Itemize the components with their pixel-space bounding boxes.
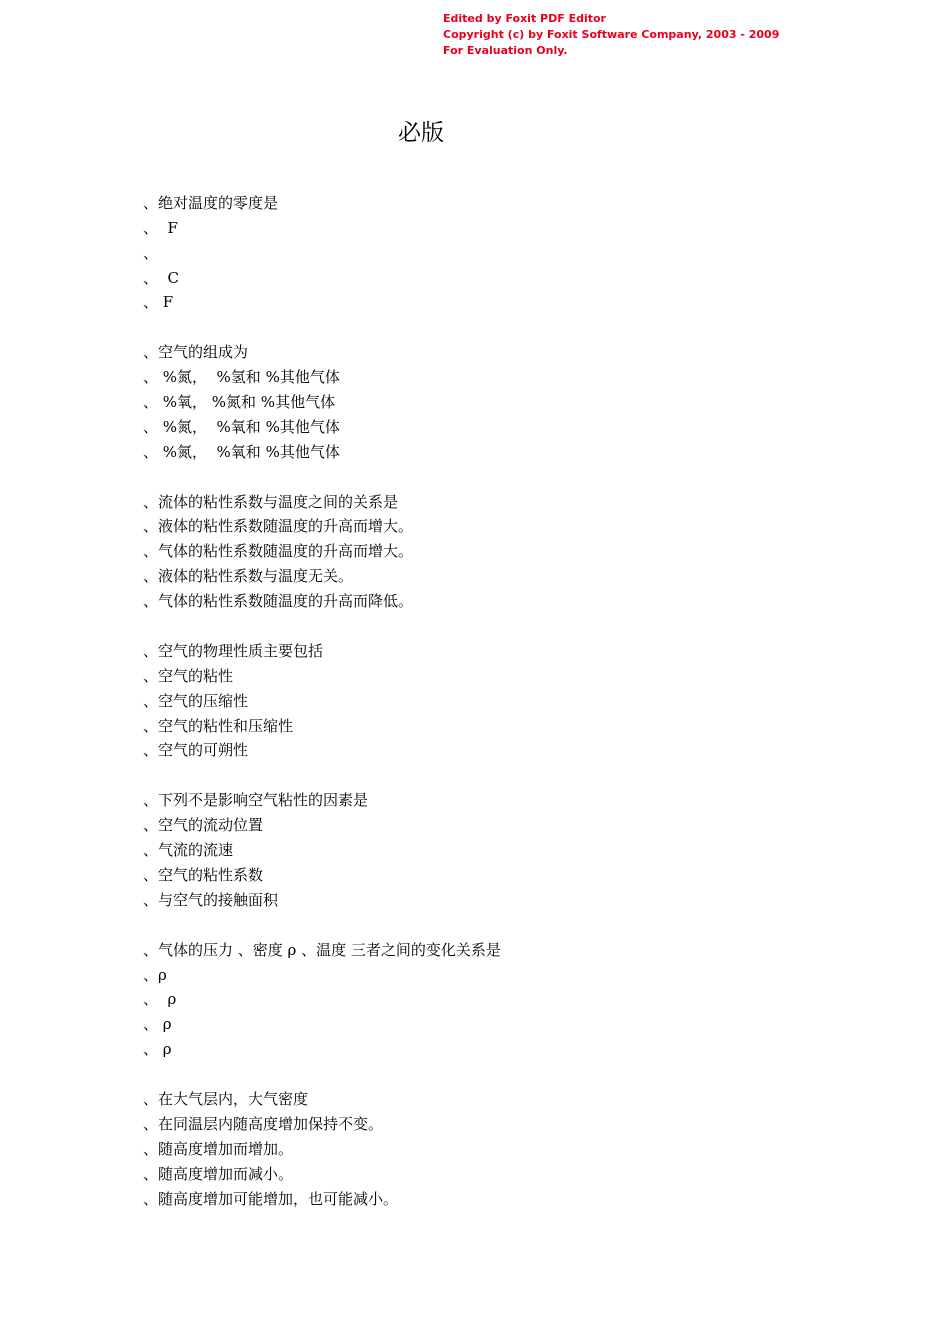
text-line: 、随高度增加而增加。 <box>143 1139 308 1158</box>
text-line: 、 <box>143 243 182 262</box>
text-line: 、绝对温度的零度是 <box>143 193 298 212</box>
text-line: 、空气的压缩性 <box>143 691 249 710</box>
text-line: 、 C <box>143 268 180 287</box>
watermark-line-2: Copyright (c) by Foxit Software Company, 2003 - 2009 <box>443 28 780 41</box>
text-line: 、 %氮， %氧和 %其他气体 <box>143 442 340 461</box>
text-line: 、空气的物理性质主要包括 <box>143 641 343 660</box>
text-line: 、气流的流速 <box>143 841 234 860</box>
separator-line <box>143 315 703 340</box>
document-title-row <box>398 118 658 148</box>
watermark-line-3: For Evaluation Only. <box>443 44 568 57</box>
text-line: 、空气的粘性 <box>143 666 329 685</box>
separator-line <box>143 913 703 938</box>
text-line: 、液体的粘性系数随温度的升高而增大。 <box>143 517 423 536</box>
text-line: 、 ρ <box>143 1015 315 1034</box>
question-list <box>143 166 703 1211</box>
text-line: 、 %氮， %氢和 %其他气体 <box>143 368 355 387</box>
separator-line <box>143 1062 703 1087</box>
text-line: 、空气的组成为 <box>143 343 272 362</box>
text-line: 、空气的流动位置 <box>143 816 349 835</box>
text-line: 、随高度增加而减小。 <box>143 1164 370 1183</box>
evaluation-watermark <box>443 11 863 59</box>
text-line: 、 %氧， %氮和 %其他气体 <box>143 393 350 412</box>
text-line: 、在大气层内，大气密度 <box>143 1089 332 1108</box>
text-line: 、气体的压力 、密度 ρ 、温度 三者之间的变化关系是 <box>143 940 520 959</box>
text-line: 、ρ <box>143 965 320 984</box>
text-line: 、流体的粘性系数与温度之间的关系是 <box>143 492 432 511</box>
text-line: 、 ρ <box>143 990 201 1009</box>
watermark-line-1: Edited by Foxit PDF Editor <box>443 12 606 25</box>
text-line: 、随高度增加可能增加，也可能减小。 <box>143 1189 399 1208</box>
text-line: 、 F <box>143 293 174 312</box>
separator-line <box>143 166 703 191</box>
text-line: 、 %氮， %氧和 %其他气体 <box>143 417 359 436</box>
text-line: 、 ρ <box>143 1040 182 1059</box>
document-title: 必版 <box>398 120 444 146</box>
text-line: 、在同温层内随高度增加保持不变。 <box>143 1114 403 1133</box>
text-line: 、气体的粘性系数随温度的升高而降低。 <box>143 592 414 611</box>
text-line: 、空气的粘性系数 <box>143 865 349 884</box>
text-line: 、 F <box>143 218 178 237</box>
text-line: 、液体的粘性系数与温度无关。 <box>143 567 368 586</box>
text-line: 、与空气的接触面积 <box>143 890 279 909</box>
separator-line <box>143 614 703 639</box>
text-line: 、下列不是影响空气粘性的因素是 <box>143 791 388 810</box>
text-line: 、空气的粘性和压缩性 <box>143 716 355 735</box>
separator-line <box>143 465 703 490</box>
text-line: 、气体的粘性系数随温度的升高而增大。 <box>143 542 428 561</box>
separator-line <box>143 763 703 788</box>
text-line: 、空气的可朔性 <box>143 741 249 760</box>
